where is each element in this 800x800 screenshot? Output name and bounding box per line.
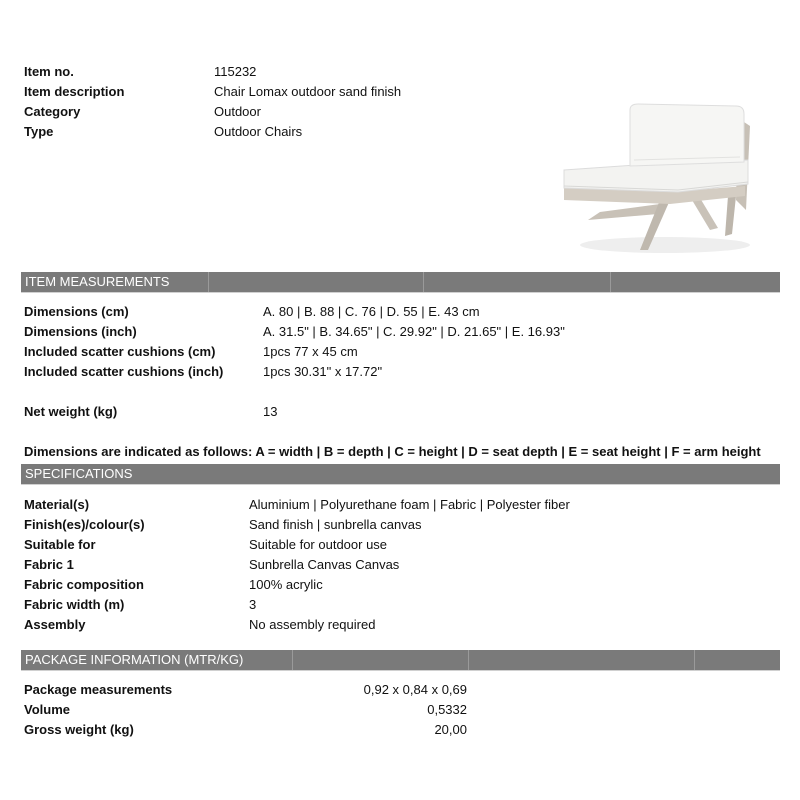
section-title: PACKAGE INFORMATION (MTR/KG) [25, 652, 244, 667]
cushions-inch-label: Included scatter cushions (inch) [24, 364, 224, 379]
finish-colour-value: Sand finish | sunbrella canvas [249, 517, 422, 532]
dimensions-legend-note: Dimensions are indicated as follows: A = width | B = depth | C = height | D = seat depth | E = seat height | F = arm height [24, 444, 761, 459]
dimensions-cm-label: Dimensions (cm) [24, 304, 129, 319]
gross-weight-label: Gross weight (kg) [24, 722, 134, 737]
net-weight-value: 13 [263, 404, 278, 419]
package-measurements-label: Package measurements [24, 682, 173, 697]
divider [21, 670, 780, 671]
header-divider [292, 650, 293, 670]
header-divider [208, 272, 209, 292]
fabric-width-value: 3 [249, 597, 257, 612]
volume-label: Volume [24, 702, 70, 717]
section-header-specifications [21, 464, 780, 484]
dimensions-inch-label: Dimensions (inch) [24, 324, 137, 339]
type-label: Type [24, 124, 54, 139]
suitable-for-value: Suitable for outdoor use [249, 537, 388, 552]
section-header-package-information [21, 650, 780, 670]
finish-colour-label: Finish(es)/colour(s) [24, 517, 145, 532]
product-image-lounge-chair [550, 100, 750, 255]
fabric-1-value: Sunbrella Canvas Canvas [249, 557, 400, 572]
assembly-label: Assembly [24, 617, 86, 632]
cushions-inch-value: 1pcs 30.31" x 17.72" [263, 364, 383, 379]
gross-weight-value: 20,00 [434, 722, 467, 737]
section-title: SPECIFICATIONS [25, 466, 133, 481]
fabric-width-label: Fabric width (m) [24, 597, 125, 612]
net-weight-label: Net weight (kg) [24, 404, 118, 419]
fabric-composition-label: Fabric composition [24, 577, 144, 592]
divider [21, 484, 780, 485]
cushions-cm-label: Included scatter cushions (cm) [24, 344, 216, 359]
item-description-value: Chair Lomax outdoor sand finish [214, 84, 402, 99]
category-value: Outdoor [214, 104, 261, 119]
materials-label: Material(s) [24, 497, 90, 512]
header-divider [610, 272, 611, 292]
section-title: ITEM MEASUREMENTS [25, 274, 170, 289]
package-measurements-value: 0,92 x 0,84 x 0,69 [363, 682, 467, 697]
suitable-for-label: Suitable for [24, 537, 96, 552]
dimensions-cm-value: A. 80 | B. 88 | C. 76 | D. 55 | E. 43 cm [263, 304, 480, 319]
section-header-item-measurements [21, 272, 780, 292]
item-no-label: Item no. [24, 64, 74, 79]
header-divider [694, 650, 695, 670]
type-value: Outdoor Chairs [214, 124, 303, 139]
fabric-1-label: Fabric 1 [24, 557, 74, 572]
assembly-value: No assembly required [249, 617, 376, 632]
item-description-label: Item description [24, 84, 125, 99]
header-divider [468, 650, 469, 670]
header-divider [423, 272, 424, 292]
category-label: Category [24, 104, 81, 119]
item-no-value: 115232 [214, 64, 257, 79]
fabric-composition-value: 100% acrylic [249, 577, 323, 592]
volume-value: 0,5332 [427, 702, 467, 717]
cushions-cm-value: 1pcs 77 x 45 cm [263, 344, 358, 359]
dimensions-inch-value: A. 31.5" | B. 34.65" | C. 29.92" | D. 21.65" | E. 16.93" [263, 324, 565, 339]
materials-value: Aluminium | Polyurethane foam | Fabric | Polyester fiber [249, 497, 570, 512]
divider [21, 292, 780, 293]
